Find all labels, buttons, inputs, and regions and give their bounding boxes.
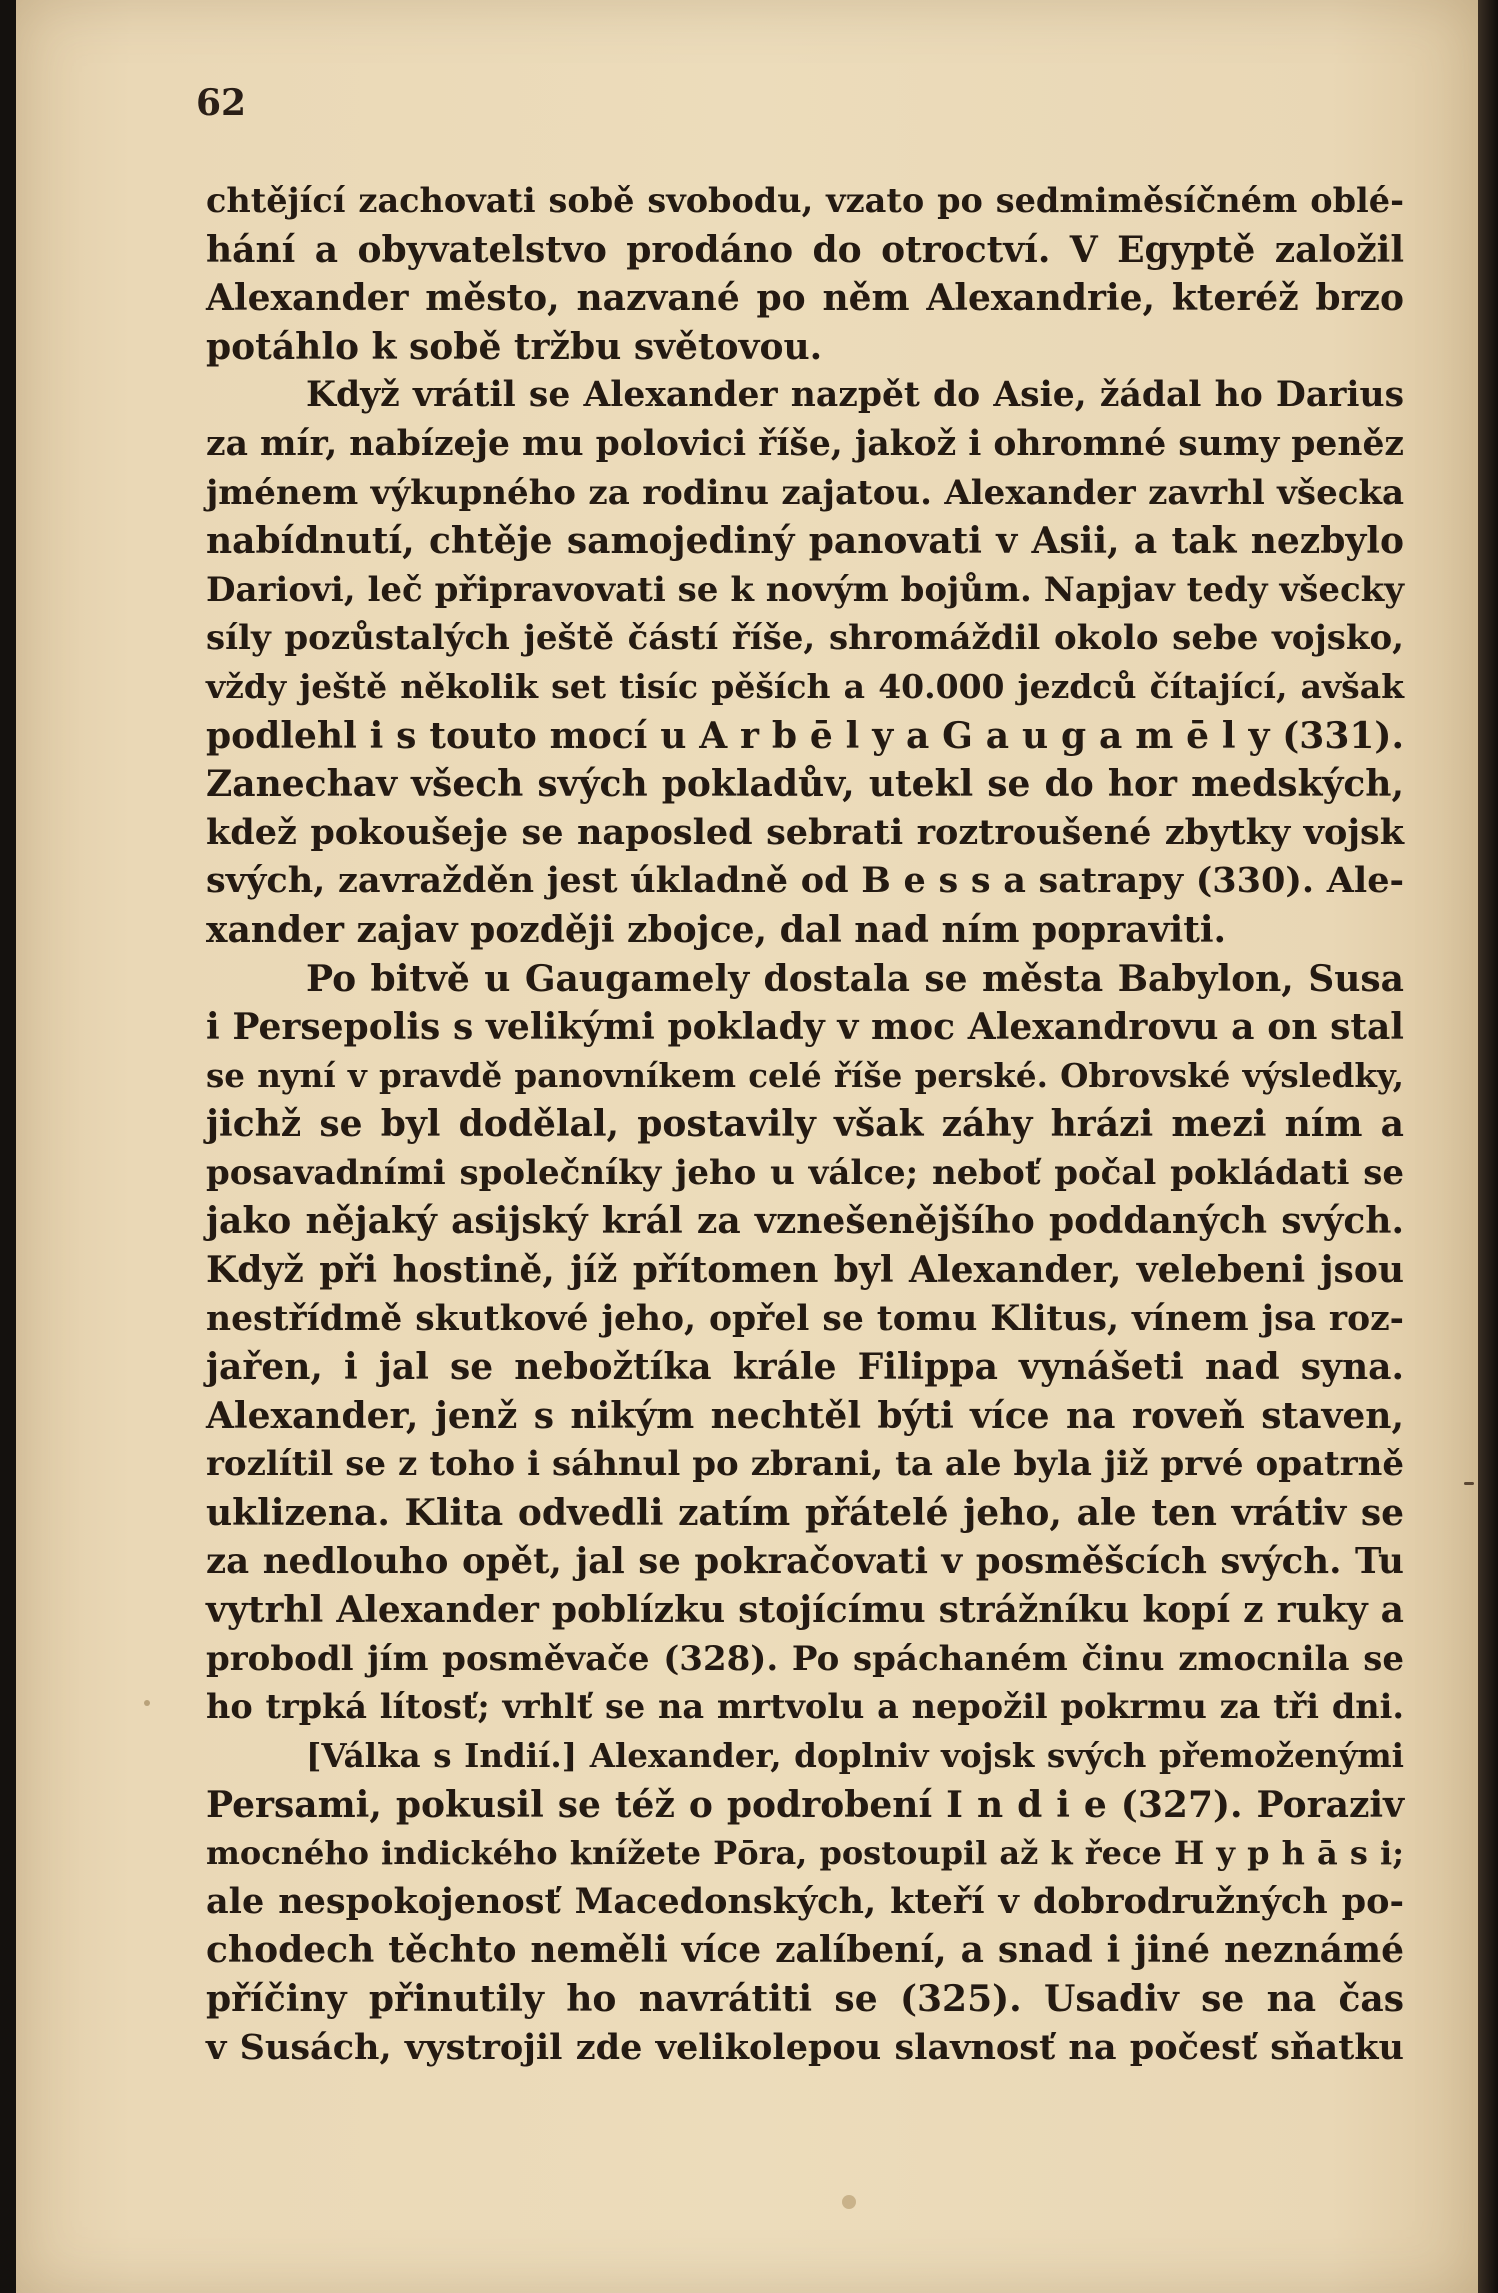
text-line: vždy ještě několik set tisíc pěších a 40.000 jezdců čítající, avšak (206, 666, 1404, 706)
text-line: Po bitvě u Gaugamely dostala se města Babylon, Susa (306, 957, 1404, 1000)
text-line: nabídnutí, chtěje samojediný panovati v Asii, a tak nezbylo (206, 520, 1404, 563)
text-line: jménem výkupného za rodinu zajatou. Alexander zavrhl všecka (206, 472, 1404, 513)
text-line: podlehl i s touto mocí u A r b ē l y a G a u g a m ē l y (331). (206, 714, 1404, 757)
text-line: i Persepolis s velikými poklady v moc Alexandrovu a on stal (206, 1006, 1404, 1049)
text-line: mocného indického knížete Pōra, postoupil až k řece H y p h ā s i; (206, 1834, 1404, 1873)
page-speck (842, 2195, 856, 2209)
text-line: rozlítil se z toho i sáhnul po zbrani, ta ale byla již prvé opatrně (206, 1444, 1404, 1485)
book-page (16, 0, 1478, 2293)
text-line: potáhlo k sobě tržbu světovou. (206, 325, 823, 368)
text-line: Alexander, jenž s nikým nechtěl býti více na roveň staven, (206, 1394, 1404, 1437)
text-line: příčiny přinutily ho navrátiti se (325). Usadiv se na čas (206, 1977, 1404, 2020)
page-number: 62 (196, 82, 247, 124)
text-line: ale nespokojenosť Macedonských, kteří v dobrodružných po- (206, 1880, 1404, 1922)
text-line: xander zajav později zbojce, dal nad ním popraviti. (206, 908, 1227, 951)
text-line: posavadními společníky jeho u válce; neboť počal pokládati se (206, 1152, 1404, 1193)
text-line: Když při hostině, jíž přítomen byl Alexander, velebeni jsou (206, 1249, 1404, 1292)
text-line: probodl jím posměvače (328). Po spáchaném činu zmocnila se (206, 1638, 1404, 1679)
text-line: Alexander město, nazvané po něm Alexandrie, kteréž brzo (206, 277, 1404, 320)
text-line: svých, zavražděn jest úkladně od B e s s a satrapy (330). Ale- (206, 860, 1404, 902)
text-line: [Válka s Indií.] Alexander, doplniv vojsk svých přemoženými (306, 1736, 1404, 1775)
text-line: uklizena. Klita odvedli zatím přátelé jeho, ale ten vrátiv se (206, 1492, 1404, 1535)
text-line: chtějící zachovati sobě svobodu, vzato po sedmiměsíčném oblé- (206, 181, 1404, 220)
text-line: za mír, nabízeje mu polovici říše, jakož i ohromné sumy peněz (206, 423, 1404, 464)
text-line: se nyní v pravdě panovníkem celé říše perské. Obrovské výsledky, (206, 1055, 1404, 1095)
body-text (206, 177, 1404, 2072)
page-speck (144, 1700, 150, 1706)
text-line: jichž se byl dodělal, postavily však záhy hrázi mezi ním a (206, 1103, 1404, 1146)
text-line: vytrhl Alexander poblízku stojícímu strážníku kopí z ruky a (206, 1589, 1404, 1632)
text-line: za nedlouho opět, jal se pokračovati v posměšcích svých. Tu (206, 1540, 1404, 1582)
text-line: jako nějaký asijský král za vznešenějšího poddaných svých. (206, 1200, 1404, 1243)
text-line: Když vrátil se Alexander nazpět do Asie, žádal ho Darius (306, 375, 1404, 416)
text-line: síly pozůstalých ještě částí říše, shromáždil okolo sebe vojsko, (206, 618, 1404, 659)
text-line: hání a obyvatelstvo prodáno do otroctví. V Egyptě založil (206, 228, 1404, 271)
text-line: v Susách, vystrojil zde velikolepou slavnosť na počesť sňatku (206, 2026, 1404, 2068)
text-line: Dariovi, leč připravovati se k novým bojům. Napjav tedy všecky (206, 569, 1404, 610)
text-line: Persami, pokusil se též o podrobení I n d i e (327). Poraziv (206, 1783, 1404, 1826)
text-line: Zanechav všech svých pokladův, utekl se do hor medských, (206, 763, 1404, 806)
text-line: kdež pokoušeje se naposled sebrati roztroušené zbytky vojsk (206, 811, 1404, 853)
text-line: nestřídmě skutkové jeho, opřel se tomu Klitus, vínem jsa roz- (206, 1298, 1404, 1339)
page-speck (1464, 1482, 1474, 1485)
text-line: chodech těchto neměli více zalíbení, a snad i jiné neznámé (206, 1929, 1404, 1972)
text-line: jařen, i jal se nebožtíka krále Filippa vynášeti nad syna. (206, 1346, 1404, 1389)
page-edge-shadow (1478, 0, 1498, 2293)
text-line: ho trpká lítosť; vrhlť se na mrtvolu a nepožil pokrmu za tři dni. (206, 1687, 1404, 1727)
